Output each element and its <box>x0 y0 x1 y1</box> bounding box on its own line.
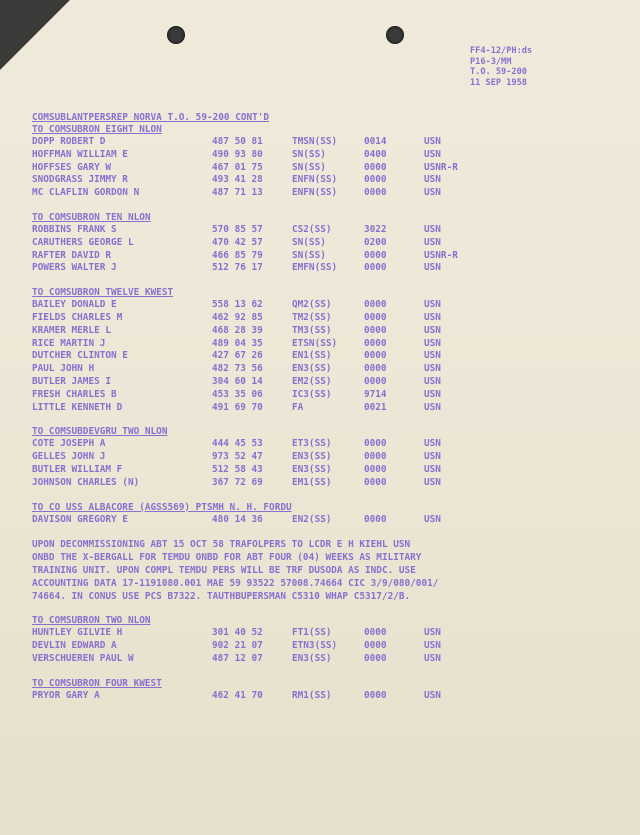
header-line: T.O. 59-200 <box>470 67 527 78</box>
punch-hole-right <box>386 26 404 44</box>
section <box>32 212 612 275</box>
rate-field: RM1(SS) <box>292 689 332 701</box>
service-number: 467 01 75 <box>212 161 263 173</box>
rate-field: IC3(SS) <box>292 388 332 400</box>
rate-field: EN3(SS) <box>292 463 332 475</box>
branch-field: USN <box>424 299 441 311</box>
branch-field: USN <box>424 388 441 400</box>
header-line: P16-3/MM <box>470 56 512 67</box>
personnel-row <box>32 464 612 477</box>
branch-field: USNR-R <box>424 161 458 173</box>
branch-field: USN <box>424 187 441 199</box>
service-number: 487 71 13 <box>212 187 263 199</box>
branch-field: USN <box>424 236 441 248</box>
service-number: 482 73 56 <box>212 363 263 375</box>
code-field: 0000 <box>364 451 387 463</box>
person-name: COTE JOSEPH A <box>32 438 106 450</box>
person-name: HUNTLEY GILVIE H <box>32 627 123 639</box>
person-name: PRYOR GARY A <box>32 689 100 701</box>
personnel-row <box>32 640 612 653</box>
code-field: 0000 <box>364 363 387 375</box>
branch-field: USN <box>424 476 441 488</box>
code-field: 0000 <box>364 513 387 525</box>
rate-field: FA <box>292 401 304 413</box>
personnel-row <box>32 402 612 415</box>
service-number: 570 85 57 <box>212 223 263 235</box>
rate-field: SN(SS) <box>292 249 326 261</box>
person-name: VERSCHUEREN PAUL W <box>32 652 134 664</box>
section <box>32 502 612 604</box>
branch-field: USN <box>424 451 441 463</box>
personnel-row <box>32 627 612 640</box>
code-field: 0000 <box>364 463 387 475</box>
personnel-row <box>32 136 612 149</box>
document-title: COMSUBLANTPERSREP NORVA T.O. 59-200 CONT'D <box>32 112 270 123</box>
person-name: POWERS WALTER J <box>32 262 117 274</box>
branch-field: USN <box>424 652 441 664</box>
personnel-row <box>32 690 612 703</box>
person-name: JOHNSON CHARLES (N) <box>32 476 140 488</box>
person-name: CARUTHERS GEORGE L <box>32 236 134 248</box>
service-number: 480 14 36 <box>212 513 263 525</box>
rate-field: ENFN(SS) <box>292 174 338 186</box>
service-number: 367 72 69 <box>212 476 263 488</box>
branch-field: USN <box>424 174 441 186</box>
person-name: KRAMER MERLE L <box>32 324 112 336</box>
branch-field: USN <box>424 401 441 413</box>
person-name: BUTLER WILLIAM F <box>32 463 123 475</box>
code-field: 0000 <box>364 438 387 450</box>
personnel-row <box>32 350 612 363</box>
rate-field: QM2(SS) <box>292 299 332 311</box>
personnel-row <box>32 653 612 666</box>
branch-field: USN <box>424 337 441 349</box>
code-field: 0000 <box>364 350 387 362</box>
code-field: 0200 <box>364 236 387 248</box>
person-name: HOFFMAN WILLIAM E <box>32 148 128 160</box>
service-number: 487 50 81 <box>212 136 263 147</box>
section <box>32 426 612 489</box>
personnel-row <box>32 174 612 187</box>
personnel-row <box>32 514 612 527</box>
person-name: FIELDS CHARLES M <box>32 311 123 323</box>
code-field: 0000 <box>364 375 387 387</box>
branch-field: USN <box>424 375 441 387</box>
person-name: HOFFSES GARY W <box>32 161 112 173</box>
rate-field: TMSN(SS) <box>292 136 338 147</box>
branch-field: USN <box>424 311 441 323</box>
branch-field: USN <box>424 640 441 652</box>
rate-field: SN(SS) <box>292 148 326 160</box>
service-number: 490 93 80 <box>212 148 263 160</box>
rate-field: ENFN(SS) <box>292 187 338 199</box>
person-name: RICE MARTIN J <box>32 337 106 349</box>
code-field: 0000 <box>364 161 387 173</box>
code-field: 0000 <box>364 187 387 199</box>
instructions-paragraph: UPON DECOMMISSIONING ABT 15 OCT 58 TRAFOLPERS TO LCDR E H KIEHL USN ONBD THE X-BERGALL FOR TEMDU ONBD FOR ABT FOUR (04) WEEKS AS MILITARY TRAINING UNIT. UPON COMPL TEMDU PERS WILL BE TRF DUSODA AS INDC. USE ACCOUNTING DATA 17-1191080.001 MAE 59 93522 57008.74664 CIC 3/9/080/001/ 74664. IN CONUS USE PCS B7322. TAUTHBUPERSMAN C5310 WHAP C5317/2/B. <box>32 539 439 603</box>
service-number: 301 40 52 <box>212 627 263 639</box>
service-number: 512 58 43 <box>212 463 263 475</box>
code-field: 3022 <box>364 223 387 235</box>
personnel-row <box>32 325 612 338</box>
section-title: TO COMSUBRON FOUR KWEST <box>32 677 162 689</box>
rate-field: EN3(SS) <box>292 652 332 664</box>
service-number: 512 76 17 <box>212 262 263 274</box>
person-name: PAUL JOHN H <box>32 363 95 375</box>
personnel-row <box>32 451 612 464</box>
section-title: TO COMSUBRON TWO NLON <box>32 615 151 627</box>
section-title: TO COMSUBRON EIGHT NLON <box>32 124 162 135</box>
rate-field: EMFN(SS) <box>292 262 338 274</box>
personnel-row <box>32 438 612 451</box>
person-name: DOPP ROBERT D <box>32 136 106 147</box>
person-name: DAVISON GREGORY E <box>32 513 128 525</box>
service-number: 491 69 70 <box>212 401 263 413</box>
code-field: 0000 <box>364 262 387 274</box>
rate-field: EN1(SS) <box>292 350 332 362</box>
code-field: 0000 <box>364 324 387 336</box>
code-field: 0000 <box>364 299 387 311</box>
person-name: RAFTER DAVID R <box>32 249 112 261</box>
rate-field: EN3(SS) <box>292 363 332 375</box>
branch-field: USN <box>424 262 441 274</box>
header-date: 11 SEP 1958 <box>470 77 527 88</box>
rate-field: EN2(SS) <box>292 513 332 525</box>
header-line: FF4-12/PH:ds <box>470 46 533 56</box>
code-field: 0000 <box>364 640 387 652</box>
rate-field: ETN3(SS) <box>292 640 338 652</box>
person-name: MC CLAFLIN GORDON N <box>32 187 140 199</box>
service-number: 427 67 26 <box>212 350 263 362</box>
code-field: 0000 <box>364 337 387 349</box>
code-field: 0000 <box>364 249 387 261</box>
personnel-row <box>32 389 612 402</box>
section <box>32 678 612 703</box>
personnel-row <box>32 149 612 162</box>
service-number: 973 52 47 <box>212 451 263 463</box>
service-number: 489 04 35 <box>212 337 263 349</box>
rate-field: SN(SS) <box>292 161 326 173</box>
service-number: 468 28 39 <box>212 324 263 336</box>
person-name: DEVLIN EDWARD A <box>32 640 117 652</box>
personnel-row <box>32 299 612 312</box>
rate-field: TM2(SS) <box>292 311 332 323</box>
branch-field: USN <box>424 136 441 147</box>
code-field: 0000 <box>364 689 387 701</box>
rate-field: ET3(SS) <box>292 438 332 450</box>
branch-field: USN <box>424 513 441 525</box>
person-name: SNODGRASS JIMMY R <box>32 174 128 186</box>
rate-field: CS2(SS) <box>292 223 332 235</box>
personnel-row <box>32 477 612 490</box>
personnel-row <box>32 338 612 351</box>
personnel-row <box>32 224 612 237</box>
code-field: 0000 <box>364 174 387 186</box>
branch-field: USN <box>424 148 441 160</box>
code-field: 9714 <box>364 388 387 400</box>
service-number: 470 42 57 <box>212 236 263 248</box>
personnel-row <box>32 162 612 175</box>
section <box>32 124 612 200</box>
reference-header <box>470 46 532 88</box>
service-number: 444 45 53 <box>212 438 263 450</box>
branch-field: USN <box>424 324 441 336</box>
service-number: 487 12 07 <box>212 652 263 664</box>
punch-hole-left <box>167 26 185 44</box>
branch-field: USN <box>424 350 441 362</box>
branch-field: USN <box>424 438 441 450</box>
person-name: GELLES JOHN J <box>32 451 106 463</box>
rate-field: EM1(SS) <box>292 476 332 488</box>
code-field: 0400 <box>364 148 387 160</box>
code-field: 0014 <box>364 136 387 147</box>
person-name: ROBBINS FRANK S <box>32 223 117 235</box>
person-name: BUTLER JAMES I <box>32 375 112 387</box>
personnel-row <box>32 262 612 275</box>
section-title: TO COMSUBDEVGRU TWO NLON <box>32 426 168 438</box>
rate-field: FT1(SS) <box>292 627 332 639</box>
personnel-row <box>32 187 612 200</box>
branch-field: USN <box>424 463 441 475</box>
section-title: TO CO USS ALBACORE (AGSS569) PTSMH N. H. FORDU <box>32 501 292 513</box>
branch-field: USNR-R <box>424 249 458 261</box>
personnel-row <box>32 237 612 250</box>
person-name: DUTCHER CLINTON E <box>32 350 128 362</box>
personnel-row <box>32 376 612 389</box>
section <box>32 287 612 414</box>
code-field: 0000 <box>364 476 387 488</box>
code-field: 0000 <box>364 652 387 664</box>
person-name: BAILEY DONALD E <box>32 299 117 311</box>
service-number: 462 92 85 <box>212 311 263 323</box>
personnel-row <box>32 363 612 376</box>
rate-field: ETSN(SS) <box>292 337 338 349</box>
rate-field: TM3(SS) <box>292 324 332 336</box>
rate-field: EM2(SS) <box>292 375 332 387</box>
folded-corner <box>0 0 70 70</box>
service-number: 304 60 14 <box>212 375 263 387</box>
section-title: TO COMSUBRON TWELVE KWEST <box>32 287 174 299</box>
rate-field: EN3(SS) <box>292 451 332 463</box>
branch-field: USN <box>424 689 441 701</box>
code-field: 0000 <box>364 311 387 323</box>
service-number: 462 41 70 <box>212 689 263 701</box>
code-field: 0021 <box>364 401 387 413</box>
service-number: 493 41 28 <box>212 174 263 186</box>
service-number: 558 13 62 <box>212 299 263 311</box>
service-number: 902 21 07 <box>212 640 263 652</box>
branch-field: USN <box>424 223 441 235</box>
person-name: LITTLE KENNETH D <box>32 401 123 413</box>
service-number: 466 85 79 <box>212 249 263 261</box>
personnel-row <box>32 250 612 263</box>
branch-field: USN <box>424 363 441 375</box>
rate-field: SN(SS) <box>292 236 326 248</box>
sections-container <box>32 124 612 703</box>
person-name: FRESH CHARLES B <box>32 388 117 400</box>
personnel-row <box>32 312 612 325</box>
section-title: TO COMSUBRON TEN NLON <box>32 211 151 223</box>
service-number: 453 35 06 <box>212 388 263 400</box>
code-field: 0000 <box>364 627 387 639</box>
branch-field: USN <box>424 627 441 639</box>
document-body <box>32 112 612 703</box>
section <box>32 615 612 665</box>
